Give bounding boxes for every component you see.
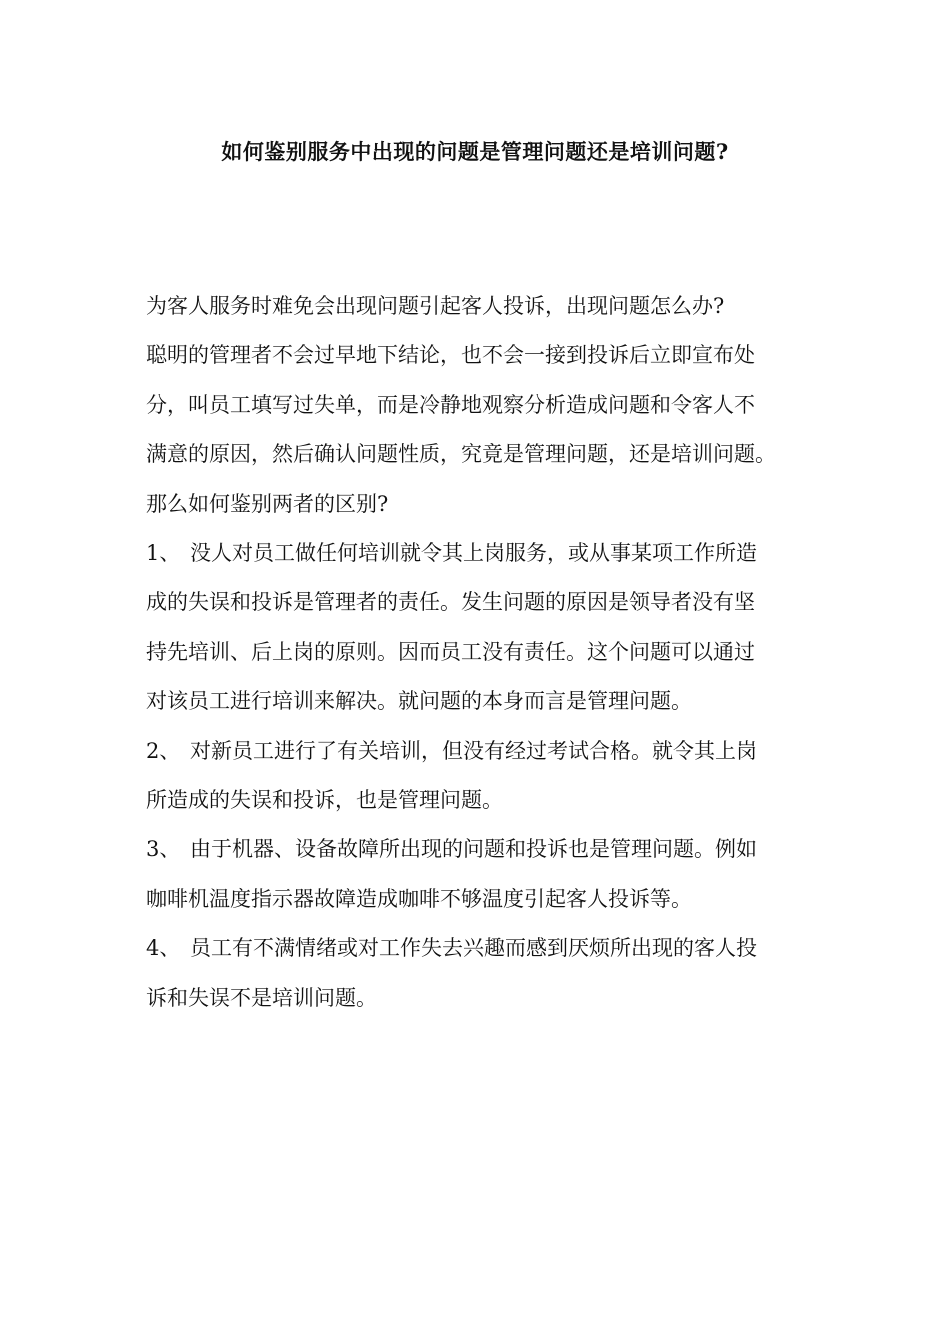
list-item-1-line-1 — [146, 529, 806, 578]
list-item-4-text-1: 员工有不满情绪或对工作失去兴趣而感到厌烦所出现的客人投 — [190, 936, 757, 961]
list-item-3-text-1: 由于机器、设备故障所出现的问题和投诉也是管理问题。例如 — [190, 837, 757, 862]
list-item-3-line-2: 咖啡机温度指示器故障造成咖啡不够温度引起客人投诉等。 — [146, 886, 692, 911]
list-item-1-line-2: 成的失误和投诉是管理者的责任。发生问题的原因是领导者没有坚 — [146, 590, 755, 615]
list-item-1-number: 1、 — [146, 541, 181, 566]
list-item-2-text-1: 对新员工进行了有关培训，但没有经过考试合格。就令其上岗 — [190, 738, 757, 763]
list-item-4-line-1 — [146, 924, 806, 973]
list-item-2-number: 2、 — [146, 738, 181, 763]
intro-line-4: 满意的原因，然后确认问题性质，究竟是管理问题，还是培训问题。 — [146, 442, 776, 467]
document-title: 如何鉴别服务中出现的问题是管理问题还是培训问题? — [221, 139, 729, 164]
intro-line-5: 那么如何鉴别两者的区别? — [146, 491, 389, 516]
intro-line-3: 分，叫员工填写过失单，而是冷静地观察分析造成问题和令客人不 — [146, 392, 755, 417]
list-item-4-number: 4、 — [146, 936, 181, 961]
intro-line-1: 为客人服务时难免会出现问题引起客人投诉，出现问题怎么办? — [146, 294, 725, 318]
list-item-2-line-2: 所造成的失误和投诉，也是管理问题。 — [146, 788, 503, 813]
list-item-2-line-1 — [146, 727, 806, 776]
document-body — [146, 282, 806, 1023]
list-item-3-number: 3、 — [146, 837, 181, 862]
list-item-1-text-1: 没人对员工做任何培训就令其上岗服务，或从事某项工作所造 — [190, 541, 757, 566]
list-item-4-line-2: 诉和失误不是培训问题。 — [146, 985, 377, 1010]
intro-line-2: 聪明的管理者不会过早地下结论，也不会一接到投诉后立即宣布处 — [146, 343, 755, 368]
list-item-1-line-3: 持先培训、后上岗的原则。因而员工没有责任。这个问题可以通过 — [146, 639, 755, 664]
list-item-1-line-4: 对该员工进行培训来解决。就问题的本身而言是管理问题。 — [146, 689, 692, 714]
list-item-3-line-1 — [146, 825, 806, 874]
